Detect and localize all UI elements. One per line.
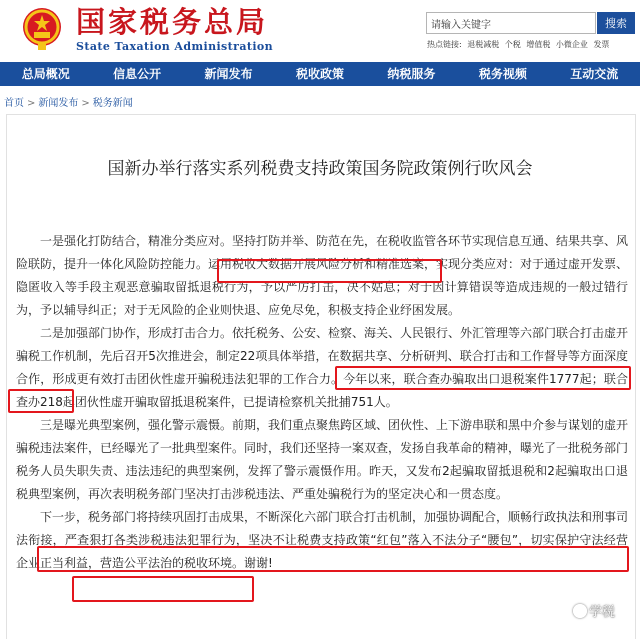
article-paragraph: 三是曝光典型案例，强化警示震慑。前期，我们重点聚焦跨区域、团伙性、上下游串联和黑中介参与谋划的虚开骗税违法案件，已经曝光了一批典型案件。同时，我们还坚持一案双查，发扬自我革命的精神，曝光了一批税务部门税务人员失职失责、违法违纪的典型案例，发挥了警示震慑作用。昨天，又发布2起骗取留抵退税和2起骗取出口退税典型案例，再次表明税务部门坚决打击涉税违法、严重处骗税行为的坚定决心和一贯态度。	[16, 418, 629, 501]
breadcrumb-home[interactable]: 首页	[4, 98, 24, 109]
watermark-text: 学税	[589, 605, 616, 620]
national-emblem-icon	[20, 6, 64, 52]
hot-links-label: 热点链接:	[427, 40, 462, 49]
breadcrumb-separator: >	[81, 98, 90, 109]
nav-item-tax-video[interactable]: 税务视频	[478, 67, 527, 81]
breadcrumb-news[interactable]: 新闻发布	[38, 98, 79, 109]
nav-item-taxpayer-service[interactable]: 纳税服务	[387, 67, 436, 81]
search-button[interactable]: 搜索	[597, 12, 635, 34]
article-title: 国新办举行落实系列税费支持政策国务院政策例行吹风会	[107, 159, 533, 179]
hot-link-item[interactable]: 小微企业	[555, 40, 588, 49]
nav-item-news[interactable]: 新闻发布	[204, 67, 253, 81]
article-paragraph: 下一步，税务部门将持续巩固打击成果，不断深化六部门联合打击机制，加强协调配合，顺畅行政执法和刑事司法衔接，严查狠打各类涉税违法犯罪行为，坚决不让税费支持政策“红包”落入不法分子“腰包”，切实保护守法经营企业正当利益，营造公平法治的税收环境。谢谢!	[16, 510, 629, 570]
article-body	[16, 230, 628, 575]
hot-link-item[interactable]: 退税减税	[467, 40, 500, 49]
hot-link-item[interactable]: 个税	[504, 40, 521, 49]
site-title[interactable]: 国家税务总局	[76, 5, 269, 39]
nav-item-info-disclosure[interactable]: 信息公开	[113, 67, 162, 81]
watermark	[573, 601, 615, 620]
nav-item-overview[interactable]: 总局概况	[21, 67, 70, 81]
article-paragraph: 一是强化打防结合，精准分类应对。坚持打防并举、防范在先，在税收监管各环节实现信息互通、结果共享、风险联防，提升一体化风险防控能力。运用税收大数据开展风险分析和精准选案，实现分类应对：对于通过虚开发票、隐匿收入等手段主观恶意骗取留抵退税行为，予以严厉打击，决不姑息；对于因计算错误等造成违规的一般过错行为，予以辅导纠正；对于无风险的企业则快退、应免尽免，积极支持企业纾困发展。	[16, 234, 629, 317]
breadcrumb	[4, 94, 133, 109]
watermark-logo-icon	[573, 604, 587, 618]
breadcrumb-tax-news[interactable]: 税务新闻	[92, 98, 133, 109]
hot-link-item[interactable]: 增值税	[526, 40, 551, 49]
hot-links	[427, 39, 612, 50]
nav-item-tax-policy[interactable]: 税收政策	[295, 67, 344, 81]
breadcrumb-separator: >	[27, 98, 36, 109]
search-box	[426, 12, 596, 34]
site-title-english: State Taxation Administration	[76, 40, 274, 53]
main-nav	[0, 62, 640, 86]
hot-link-item[interactable]: 发票	[593, 40, 610, 49]
nav-item-interaction[interactable]: 互动交流	[570, 67, 619, 81]
site-header	[0, 0, 640, 60]
article-paragraph: 二是加强部门协作，形成打击合力。依托税务、公安、检察、海关、人民银行、外汇管理等六部门联合打击虚开骗税工作机制，先后召开5次推进会，制定22项具体举措，在数据共享、分析研判、联合打击和工作督导等方面深度合作，形成更有效打击团伙性虚开骗税违法犯罪的工作合力。今年以来，联合查办骗取出口退税案件1777起；联合查办218起团伙性虚开骗取留抵退税案件，已提请检察机关批捕751人。	[16, 326, 629, 409]
search-input[interactable]	[427, 16, 595, 36]
